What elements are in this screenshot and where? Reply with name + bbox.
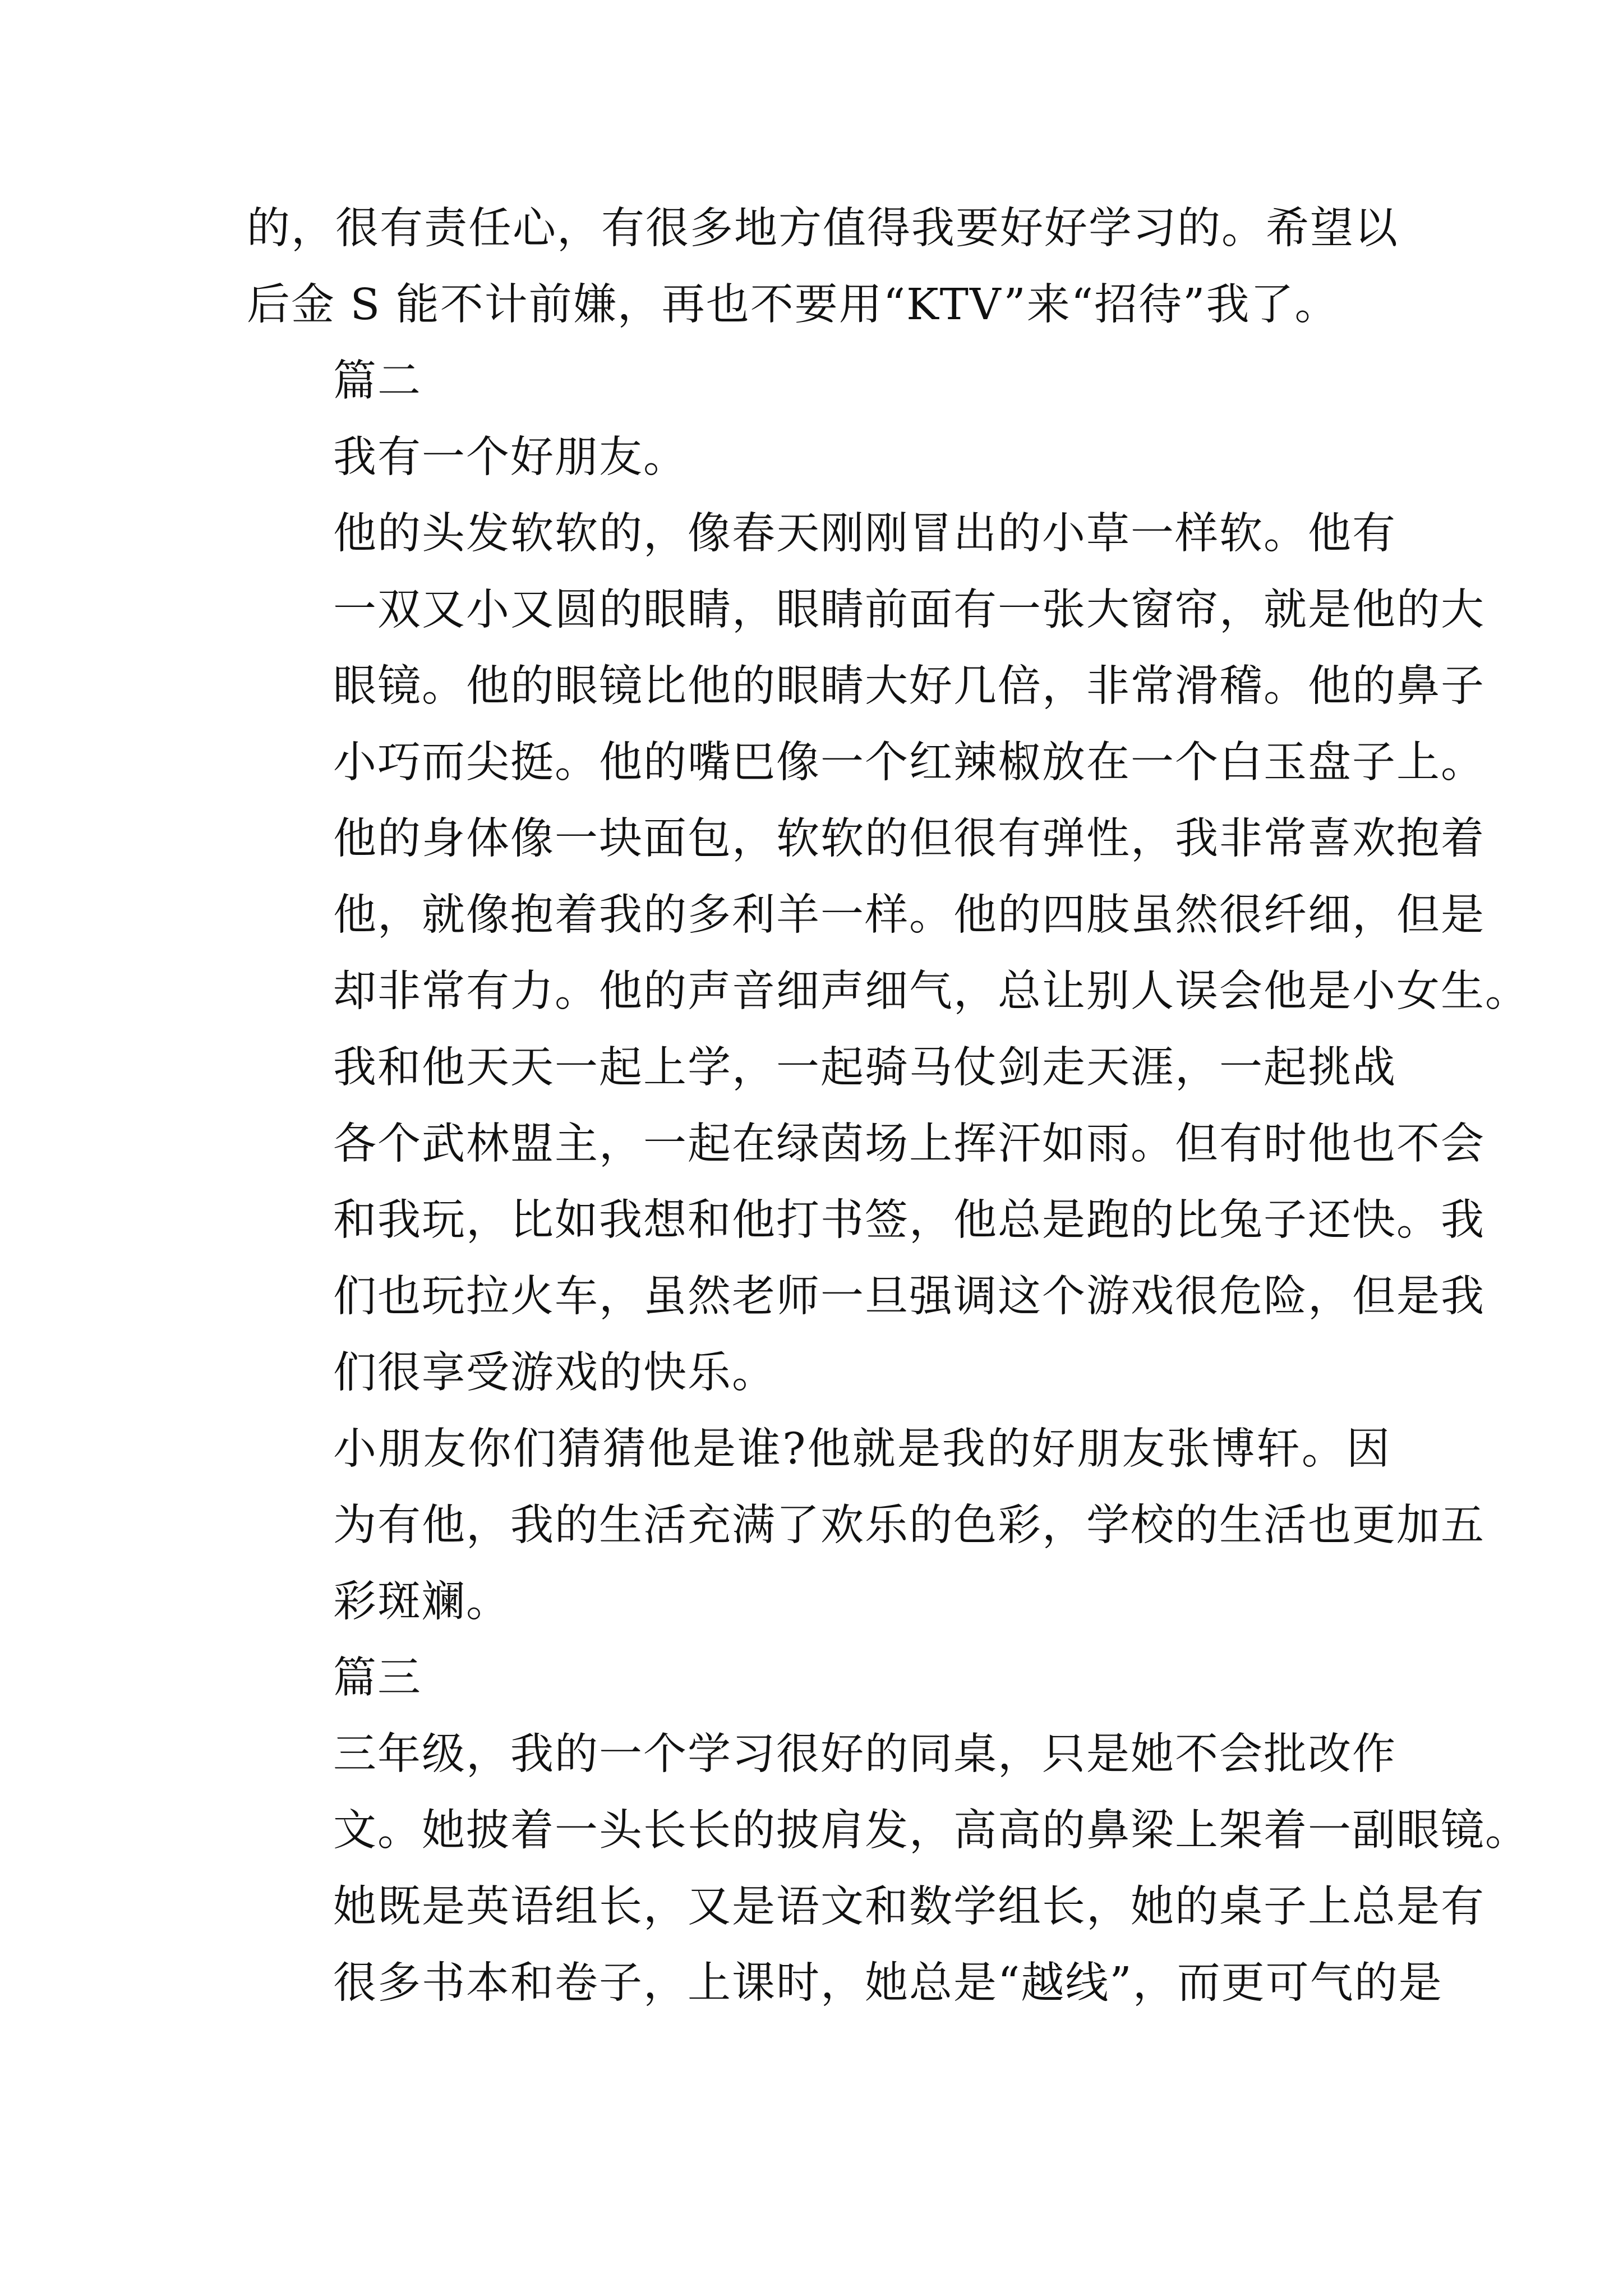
text-line: 的，很有责任心，有很多地方值得我要好好学习的。希望以 xyxy=(247,204,1399,254)
text-line: 一双又小又圆的眼睛，眼睛前面有一张大窗帘，就是他的大 xyxy=(333,585,1485,635)
body-text xyxy=(247,191,1529,2022)
text-line: 为有他，我的生活充满了欢乐的色彩，学校的生活也更加五 xyxy=(333,1501,1485,1550)
text-line: 小朋友你们猜猜他是谁?他就是我的好朋友张博轩。因 xyxy=(333,1424,1391,1474)
paragraph xyxy=(247,1030,1485,1411)
text-line: 各个武林盟主，一起在绿茵场上挥汗如雨。但有时他也不会 xyxy=(333,1119,1485,1169)
text-line: 他，就像抱着我的多利羊一样。他的四肢虽然很纤细，但是 xyxy=(333,890,1485,940)
text-line: 和我玩，比如我想和他打书签，他总是跑的比兔子还快。我 xyxy=(333,1195,1485,1245)
section-heading-pian-er xyxy=(247,343,1391,420)
text-line: 却非常有力。他的声音细声细气，总让别人误会他是小女生。 xyxy=(333,967,1529,1016)
text-line: 文。她披着一头长长的披肩发，高高的鼻梁上架着一副眼镜。 xyxy=(333,1806,1529,1856)
text-line: 们也玩拉火车，虽然老师一旦强调这个游戏很危险，但是我 xyxy=(333,1272,1485,1322)
text-line: 她既是英语组长，又是语文和数学组长，她的桌子上总是有 xyxy=(333,1882,1485,1932)
text-line: 三年级，我的一个学习很好的同桌，只是她不会批改作 xyxy=(333,1729,1396,1779)
text-line: 他的头发软软的，像春天刚刚冒出的小草一样软。他有 xyxy=(333,509,1396,559)
text-line: 彩斑斓。 xyxy=(333,1577,510,1627)
section-heading-pian-san xyxy=(247,1640,1391,1717)
section-heading: 篇二 xyxy=(333,356,422,406)
text-line: 们很享受游戏的快乐。 xyxy=(333,1348,776,1398)
text-line: 很多书本和卷子，上课时，她总是“越线”，而更可气的是 xyxy=(333,1958,1443,2008)
text-line: 后金 S 能不计前嫌，再也不要用“KTV”来“招待”我了。 xyxy=(247,280,1339,330)
text-line: 眼镜。他的眼镜比他的眼睛大好几倍，非常滑稽。他的鼻子 xyxy=(333,661,1485,711)
text-line: 我有一个好朋友。 xyxy=(333,432,688,482)
text-line: 他的身体像一块面包，软软的但很有弹性，我非常喜欢抱着 xyxy=(333,814,1485,864)
text-line: 小巧而尖挺。他的嘴巴像一个红辣椒放在一个白玉盘子上。 xyxy=(333,738,1485,788)
paragraph xyxy=(247,1717,1529,2022)
text-line: 我和他天天一起上学，一起骑马仗剑走天涯，一起挑战 xyxy=(333,1043,1396,1093)
section-heading: 篇三 xyxy=(333,1653,422,1703)
paragraph-continuation xyxy=(247,191,1399,343)
paragraph xyxy=(247,496,1529,1030)
paragraph xyxy=(247,1411,1485,1640)
paragraph xyxy=(247,420,1391,496)
